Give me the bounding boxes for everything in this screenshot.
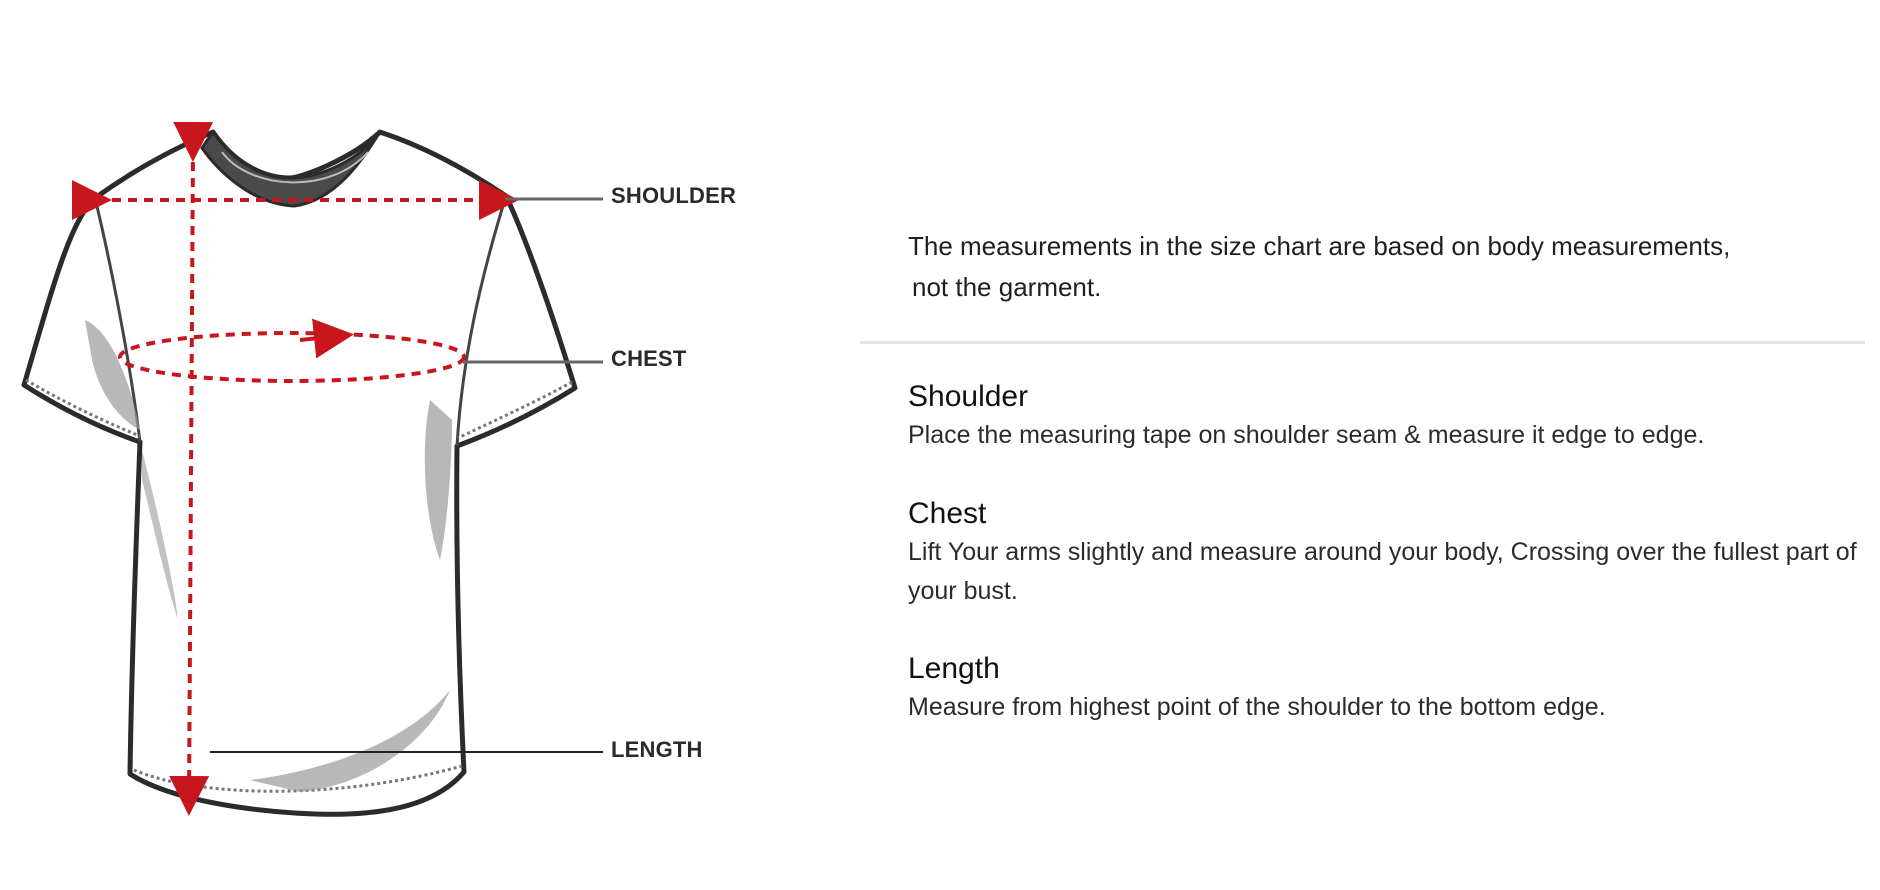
- length-label: LENGTH: [611, 737, 703, 762]
- chest-instructions: Lift Your arms slightly and measure around your body, Crossing over the fullest part of your bust.: [908, 538, 1857, 605]
- shoulder-section: [908, 378, 1858, 455]
- chest-heading: Chest: [908, 497, 987, 530]
- chest-section: [908, 495, 1858, 611]
- length-heading: Length: [908, 652, 1000, 685]
- shoulder-label: SHOULDER: [611, 183, 737, 208]
- length-section: [908, 650, 1858, 727]
- shoulder-heading: Shoulder: [908, 380, 1029, 413]
- chest-label: CHEST: [611, 346, 687, 371]
- intro-line-2: not the garment.: [912, 272, 1102, 302]
- tshirt-illustration: [24, 132, 575, 814]
- shoulder-instructions: Place the measuring tape on shoulder seam & measure it edge to edge.: [908, 421, 1705, 449]
- divider: [860, 341, 1865, 344]
- length-instructions: Measure from highest point of the shoulder to the bottom edge.: [908, 693, 1606, 721]
- intro-note: [908, 226, 1788, 308]
- intro-line-1: The measurements in the size chart are based on body measurements,: [908, 231, 1731, 261]
- tshirt-body: [24, 132, 575, 814]
